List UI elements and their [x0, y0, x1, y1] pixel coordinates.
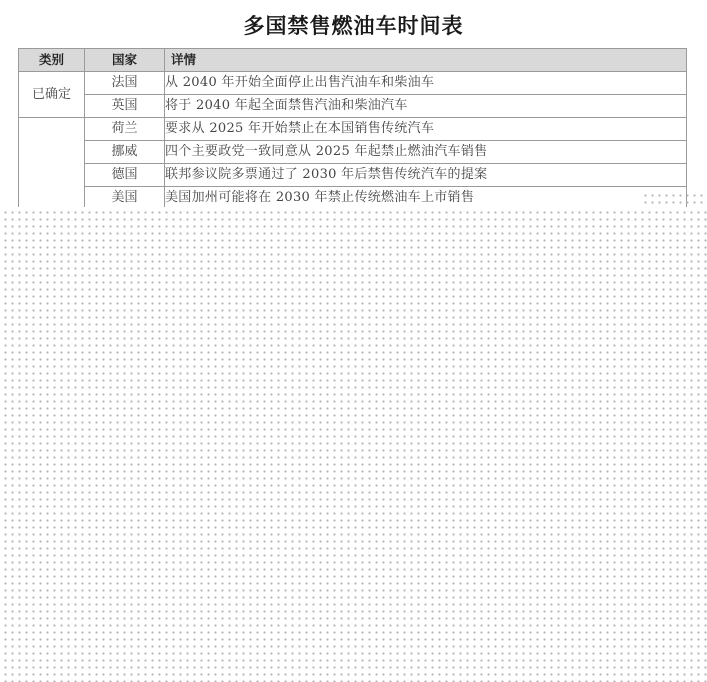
detail-cell: 美国加州可能将在 2030 年禁止传统燃油车上市销售 [165, 187, 687, 210]
dot-pattern-overlay [0, 207, 707, 682]
country-cell: 荷兰 [85, 118, 165, 141]
table-row [19, 72, 687, 95]
detail-cell: 四个主要政党一致同意从 2025 年起禁止燃油汽车销售 [165, 141, 687, 164]
table-header-row [19, 49, 687, 72]
country-cell: 法国 [85, 72, 165, 95]
header-category: 类别 [19, 49, 85, 72]
header-country: 国家 [85, 49, 165, 72]
header-detail: 详情 [165, 49, 687, 72]
category-cell: 已确定 [19, 72, 85, 118]
table-title: 多国禁售燃油车时间表 [243, 14, 464, 38]
country-cell: 英国 [85, 95, 165, 118]
detail-cell: 要求从 2025 年开始禁止在本国销售传统汽车 [165, 118, 687, 141]
country-cell: 挪威 [85, 141, 165, 164]
detail-cell: 将于 2040 年起全面禁售汽油和柴油汽车 [165, 95, 687, 118]
table-row [19, 118, 687, 141]
country-cell: 德国 [85, 164, 165, 187]
table-row [19, 95, 687, 118]
detail-cell: 联邦参议院多票通过了 2030 年后禁售传统汽车的提案 [165, 164, 687, 187]
table-row [19, 164, 687, 187]
country-cell: 美国 [85, 187, 165, 210]
detail-cell: 从 2040 年开始全面停止出售汽油车和柴油车 [165, 72, 687, 95]
ban-schedule-table [18, 48, 687, 210]
category-cell [19, 118, 85, 210]
table-row [19, 141, 687, 164]
